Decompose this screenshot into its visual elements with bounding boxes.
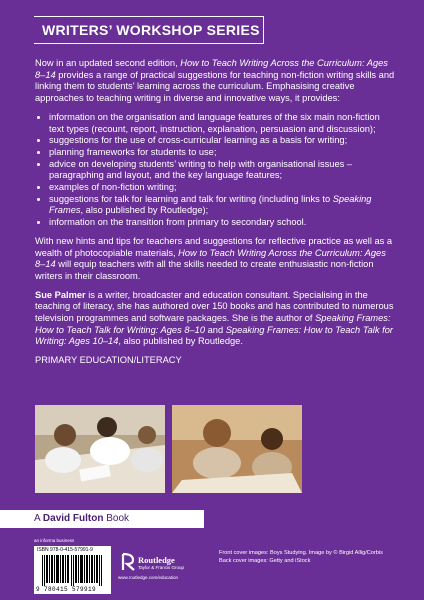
book-title: How to Teach Writing Across the Curriculum: Ages 8–14: [35, 58, 388, 80]
author-name: Sue Palmer: [35, 289, 86, 300]
list-item: • examples of non-fiction writing;: [49, 182, 395, 194]
feature-list: [35, 112, 395, 229]
routledge-logo-icon: [119, 552, 139, 572]
author-bio: Sue Palmer is a writer, broadcaster and education consultant. Specialising in the teaching of literacy, she has authored over 150 books and has contributed to numerous television programmes and software packages. She is the author of Speaking Frames: How to Teach Talk for Writing: Ages 8–10 and Speaking Frames: How to Teach Talk for Writing: Ages 10–14, also published by Routledge.: [35, 289, 394, 347]
publisher-bar: [0, 510, 204, 528]
series-banner: [34, 16, 264, 44]
routledge-subtitle: Taylor & Francis Group: [138, 565, 185, 570]
list-item: • suggestions for talk for learning and talk for writing (including links to Speaking Frames, also published by Routledge);: [49, 194, 395, 217]
book-title: How to Teach Writing Across the Curriculum: Ages 8–14: [35, 247, 386, 270]
barcode-box: [34, 546, 111, 594]
list-item: • suggestions for the use of cross-curricular learning as a basis for writing;: [49, 135, 395, 147]
list-item: • information on the transition from primary to secondary school.: [49, 217, 395, 229]
photo-students-desk: [35, 405, 165, 493]
informa-tagline: an informa business: [34, 538, 75, 543]
list-item: • information on the organisation and language features of the six main non-fiction text types (recount, report, instruction, explanation, persuasion and discussion);: [49, 112, 395, 135]
isbn-digits: 9 780415 579919: [36, 586, 97, 593]
routledge-name: Routledge: [138, 555, 175, 565]
back-cover-text: [35, 58, 395, 374]
list-item: • advice on developing students’ writing to help with organisational issues – paragraphing and layout, and the key language features;: [49, 159, 395, 182]
list-item: • planning frameworks for students to use;: [49, 147, 395, 159]
closing-paragraph: With new hints and tips for teachers and suggestions for reflective practice as well as a wealth of photocopiable materials, How to Teach Writing Across the Curriculum: Ages 8–14 will equip teachers with all the skills needed to create enthusiastic non-fiction writers in their classroom.: [35, 235, 393, 281]
classroom-photo-right: [172, 405, 302, 493]
barcode-icon: [42, 555, 104, 586]
photo-students-writing: [172, 405, 302, 493]
isbn-label: ISBN 978-0-415-57991-9: [37, 547, 93, 553]
routledge-url: www.routledge.com/education: [118, 575, 179, 580]
series-title: WRITERS’ WORKSHOP SERIES: [42, 22, 260, 38]
photo-strip: [35, 405, 390, 495]
category-label: PRIMARY EDUCATION/LITERACY: [35, 355, 182, 366]
credit-front: Front cover images: Boys Studying. Image by © Birgid Allig/Corbis: [219, 550, 383, 556]
classroom-photo-left: [35, 405, 165, 493]
image-credits: [219, 549, 383, 565]
publisher-imprint: A David Fulton Book: [34, 513, 130, 524]
intro-paragraph: Now in an updated second edition, How to Teach Writing Across the Curriculum: Ages 8–14 provides a range of practical suggestions for teaching non-fiction writing skills and linking them to students’ learning across the curriculum. Emphasising creative approaches to teaching writing in diverse and innovative ways, it provides:: [35, 58, 395, 104]
credit-back: Back cover images: Getty and iStock: [219, 558, 311, 564]
footer: [0, 538, 424, 600]
